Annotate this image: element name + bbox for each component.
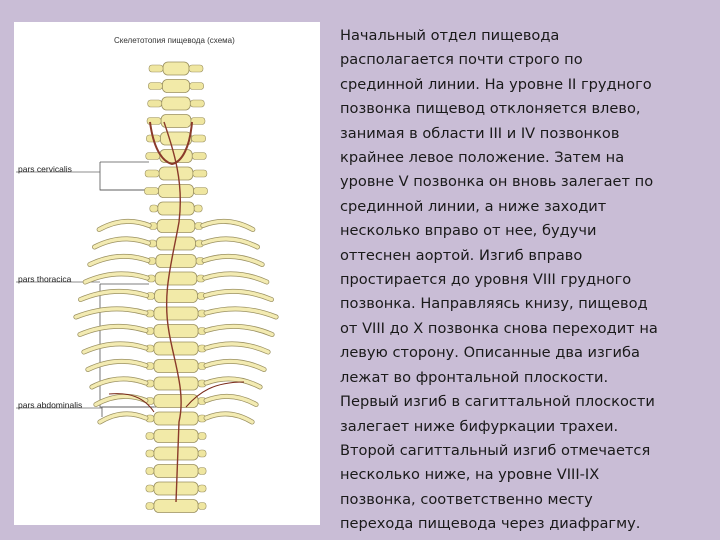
transverse-process xyxy=(146,485,154,492)
vertebra xyxy=(155,290,198,303)
text-line: несколько вправо от нее, будучи xyxy=(340,222,597,240)
text-line: Второй сагиттальный изгиб отмечается xyxy=(340,441,651,459)
transverse-process xyxy=(148,100,162,107)
text-line: позвонка. Направляясь книзу, пищевод xyxy=(340,295,648,313)
transverse-process xyxy=(147,118,161,125)
transverse-process xyxy=(150,205,158,212)
transverse-process xyxy=(146,450,154,457)
text-line: срединной линии, а ниже заходит xyxy=(340,197,607,215)
vertebra xyxy=(154,342,198,355)
vertebra xyxy=(154,412,198,425)
vertebra xyxy=(154,465,198,478)
description-text xyxy=(340,24,712,537)
transverse-process xyxy=(190,100,204,107)
transverse-process xyxy=(148,83,162,90)
transverse-process xyxy=(194,188,208,195)
text-line: оттеснен аортой. Изгиб вправо xyxy=(340,246,583,264)
text-line: лежат во фронтальной плоскости. xyxy=(340,368,609,386)
transverse-process xyxy=(192,135,206,142)
transverse-process xyxy=(198,433,206,440)
vertebra xyxy=(158,185,193,198)
text-line: Начальный отдел пищевода xyxy=(340,27,560,44)
spine-column xyxy=(76,62,276,513)
transverse-process xyxy=(192,153,206,160)
transverse-process xyxy=(190,83,204,90)
vertebra xyxy=(156,255,196,268)
vertebra xyxy=(163,62,189,75)
vertebra xyxy=(160,132,191,145)
anatomy-figure-panel xyxy=(14,22,320,525)
vertebra xyxy=(159,167,193,180)
label-leaders xyxy=(16,172,102,408)
transverse-process xyxy=(189,65,203,72)
transverse-process xyxy=(146,433,154,440)
text-line: позвонка пищевод отклоняется влево, xyxy=(340,100,641,118)
text-line: располагается почти строго по xyxy=(340,51,583,69)
vertebra xyxy=(154,325,198,338)
transverse-process xyxy=(198,485,206,492)
vertebra xyxy=(162,80,189,93)
transverse-process xyxy=(191,118,205,125)
text-line: залегает ниже бифуркации трахеи. xyxy=(340,417,619,435)
vertebra xyxy=(154,447,198,460)
label-pars-thoracica: pars thoracica xyxy=(18,274,72,284)
transverse-process xyxy=(145,170,159,177)
vertebra xyxy=(158,202,194,215)
text-line: занимая в области III и IV позвонков xyxy=(340,124,620,142)
vertebra xyxy=(154,307,198,320)
transverse-process xyxy=(198,468,206,475)
figure-caption: Скелетотопия пищевода (схема) xyxy=(114,36,235,45)
vertebra xyxy=(154,430,198,443)
text-line: перехода пищевода через диафрагму. xyxy=(340,515,641,533)
transverse-process xyxy=(144,188,158,195)
text-line: крайнее левое положение. Затем на xyxy=(340,149,625,167)
text-line: уровне V позвонка он вновь залегает по xyxy=(340,173,654,191)
transverse-process xyxy=(146,503,154,510)
vertebra xyxy=(155,272,197,285)
transverse-process xyxy=(194,205,202,212)
text-line: позвонка, соответственно месту xyxy=(340,490,593,508)
text-line: Первый изгиб в сагиттальной плоскости xyxy=(340,393,655,411)
label-pars-cervicalis: pars cervicalis xyxy=(18,164,72,174)
text-line: простирается до уровня VIII грудного xyxy=(340,271,632,289)
transverse-process xyxy=(146,468,154,475)
transverse-process xyxy=(198,450,206,457)
text-line: срединной линии. На уровне II грудного xyxy=(340,75,652,93)
text-line: левую сторону. Описанные два изгиба xyxy=(340,344,640,362)
transverse-process xyxy=(198,503,206,510)
vertebra xyxy=(157,220,195,233)
transverse-process xyxy=(146,153,160,160)
transverse-process xyxy=(149,65,163,72)
vertebra xyxy=(162,97,191,110)
label-pars-abdominalis: pars abdominalis xyxy=(18,400,83,410)
text-line: несколько ниже, на уровне VIII-IX xyxy=(340,466,600,484)
vertebra xyxy=(154,377,198,390)
transverse-process xyxy=(193,170,207,177)
text-line: от VIII до X позвонка снова переходит на xyxy=(340,319,658,337)
